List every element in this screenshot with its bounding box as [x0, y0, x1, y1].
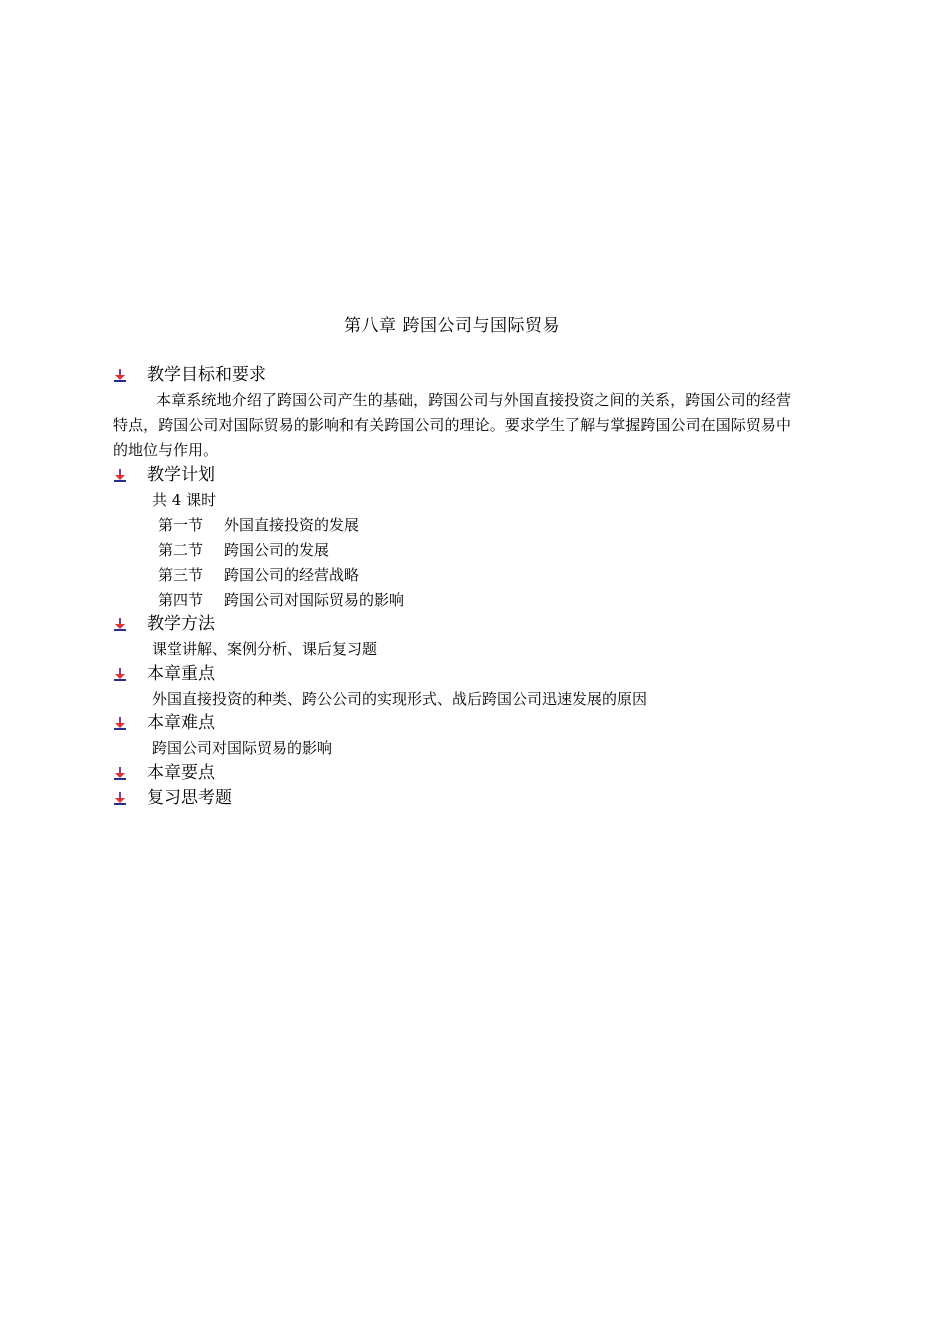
plan-item [113, 588, 813, 613]
plan-item-name: 跨国公司的发展 [224, 541, 330, 559]
plan-item-section: 第一节 [158, 516, 204, 534]
plan-item-section: 第二节 [158, 541, 204, 559]
plan-item [113, 563, 813, 588]
plan-item-name: 跨国公司对国际贸易的影响 [224, 591, 405, 609]
section-heading [113, 612, 813, 637]
arrow-down-bullet-icon [113, 717, 127, 731]
arrow-down-bullet-icon [113, 668, 127, 682]
difficulties-text: 跨国公司对国际贸易的影响 [152, 739, 333, 757]
section-heading [113, 363, 813, 388]
arrow-down-bullet-icon [113, 469, 127, 483]
section-objectives [113, 363, 813, 463]
plan-item [113, 513, 813, 538]
section-heading-text: 教学目标和要求 [147, 365, 266, 385]
section-plan [113, 463, 813, 613]
section-heading-text: 本章要点 [147, 763, 215, 783]
section-difficulties [113, 711, 813, 761]
section-heading-text: 本章难点 [147, 713, 215, 733]
section-key-points [113, 662, 813, 712]
section-heading-text: 复习思考题 [147, 788, 232, 808]
section-heading [113, 786, 813, 811]
section-heading-text: 本章重点 [147, 664, 215, 684]
chapter-title: 第八章 跨国公司与国际贸易 [344, 316, 560, 336]
objectives-paragraph: 本章系统地介绍了跨国公司产生的基础，跨国公司与外国直接投资之间的关系，跨国公司的经营特点，跨国公司对国际贸易的影响和有关跨国公司的理论。要求学生了解与掌握跨国公司在国际贸易中的地位与作用。 [113, 391, 791, 459]
methods-text: 课堂讲解、案例分析、课后复习题 [152, 640, 378, 658]
arrow-down-bullet-icon [113, 618, 127, 632]
section-heading-text: 教学方法 [147, 614, 215, 634]
section-heading [113, 662, 813, 687]
plan-item-section: 第四节 [158, 591, 204, 609]
plan-item-name: 跨国公司的经营战略 [224, 566, 360, 584]
section-heading [113, 463, 813, 488]
arrow-down-bullet-icon [113, 369, 127, 383]
section-review [113, 786, 813, 811]
section-heading-text: 教学计划 [147, 465, 215, 485]
plan-item [113, 538, 813, 563]
section-methods [113, 612, 813, 662]
plan-total-hours: 共 4 课时 [152, 491, 217, 509]
key-points-text: 外国直接投资的种类、跨公公司的实现形式、战后跨国公司迅速发展的原因 [152, 690, 648, 708]
plan-item-section: 第三节 [158, 566, 204, 584]
section-heading [113, 711, 813, 736]
plan-item-name: 外国直接投资的发展 [224, 516, 360, 534]
arrow-down-bullet-icon [113, 767, 127, 781]
section-essentials [113, 761, 813, 786]
arrow-down-bullet-icon [113, 792, 127, 806]
section-heading [113, 761, 813, 786]
